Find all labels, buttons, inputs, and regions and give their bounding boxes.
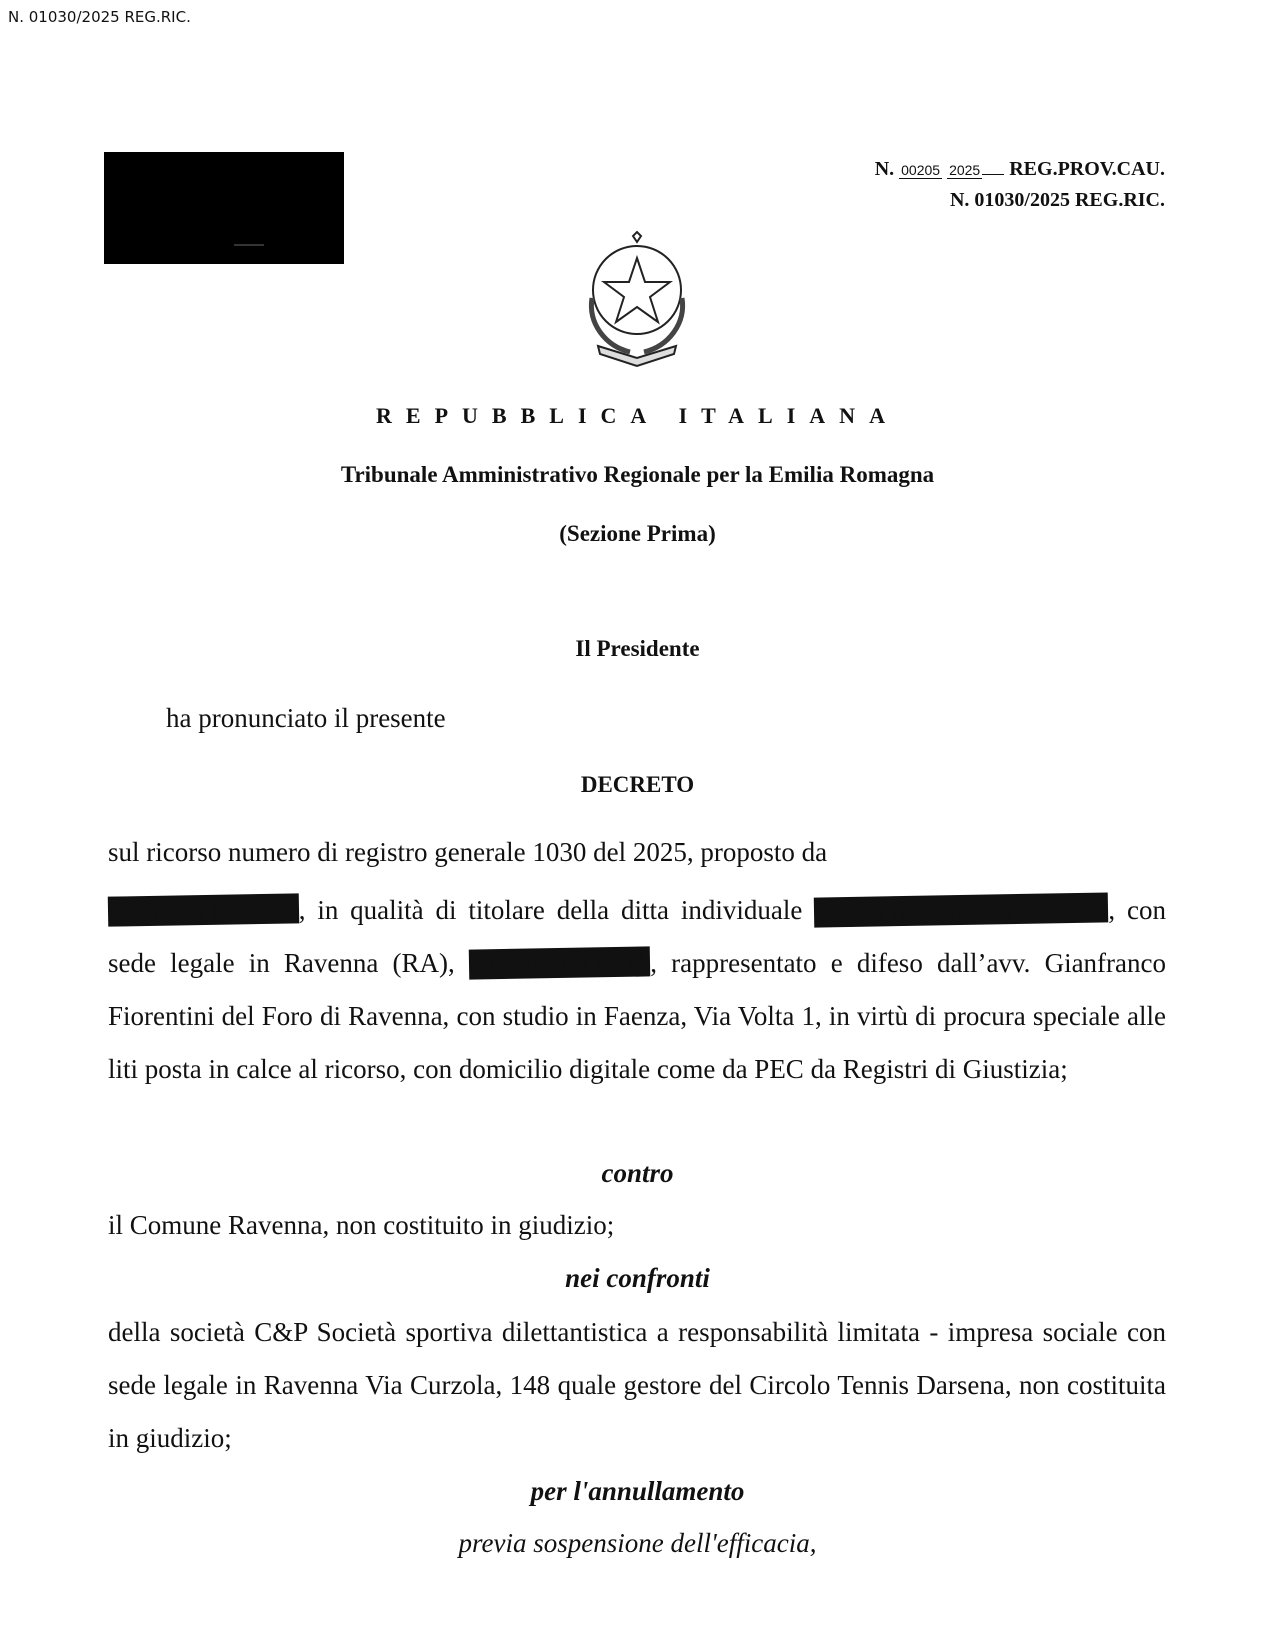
redacted-stamp (104, 152, 344, 264)
registry-prov-suffix: REG.PROV.CAU. (1009, 158, 1165, 180)
respondent-text: il Comune Ravenna, non costituito in giudizio; (108, 1210, 615, 1240)
ricorso-paragraph (108, 884, 1166, 1096)
redacted-name: Lamusta Roberto (109, 893, 297, 927)
decree-heading: DECRETO (580, 772, 695, 797)
registry-prov-number-b: 2025 (949, 162, 981, 178)
registry-ric-number: N. 01030/2025 REG.RIC. (949, 189, 1165, 211)
redacted-address: Via Andria n. 11 (470, 946, 649, 980)
registry-prov-number-a: 00205 (901, 162, 941, 178)
document-reference-header: N. 01030/2025 REG.RIC. (8, 8, 191, 26)
redacted-company: Puglia di Lamusta Roberto (815, 892, 1107, 928)
registry-provision-number (875, 158, 1165, 181)
counterparty-paragraph: della società C&P Società sportiva dilettantistica a responsabilità limitata - impresa sociale con sede legale in Ravenna Via Curzola, 148 quale gestore del Circolo Tennis Darsena, non costituita in giudizio; (108, 1317, 1166, 1453)
ricorso-text-1: , in qualità di titolare della ditta individuale (298, 895, 803, 925)
sospensione-text: previa sospensione dell'efficacia, (458, 1528, 817, 1558)
ricorso-text-3: , rappresentato e difeso dall’avv. Gianfranco Fiorentini del Foro di Ravenna, con studio in Faenza, Via Volta 1, in virtù di procura speciale alle liti posta in calce al ricorso, con domicilio digitale come da PEC da Registri di Giustizia; (108, 948, 1166, 1084)
contro-heading: contro (601, 1158, 674, 1188)
nei-confronti-heading: nei confronti (565, 1263, 710, 1293)
republic-title: REPUBBLICA ITALIANA (376, 403, 899, 428)
italian-republic-emblem-icon (570, 228, 704, 370)
registry-prov-prefix: N. (874, 158, 895, 180)
tribunal-name: Tribunale Amministrativo Regionale per la Emilia Romagna (340, 462, 935, 487)
tribunal-section: (Sezione Prima) (559, 521, 716, 546)
annullamento-heading: per l'annullamento (530, 1476, 745, 1506)
ricorso-text-2: , con sede legale in Ravenna (RA), (108, 895, 1167, 978)
intro-text: ha pronunciato il presente (166, 703, 446, 733)
president-heading: Il Presidente (575, 636, 700, 661)
ricorso-intro-line: sul ricorso numero di registro generale 1030 del 2025, proposto da (108, 837, 828, 867)
